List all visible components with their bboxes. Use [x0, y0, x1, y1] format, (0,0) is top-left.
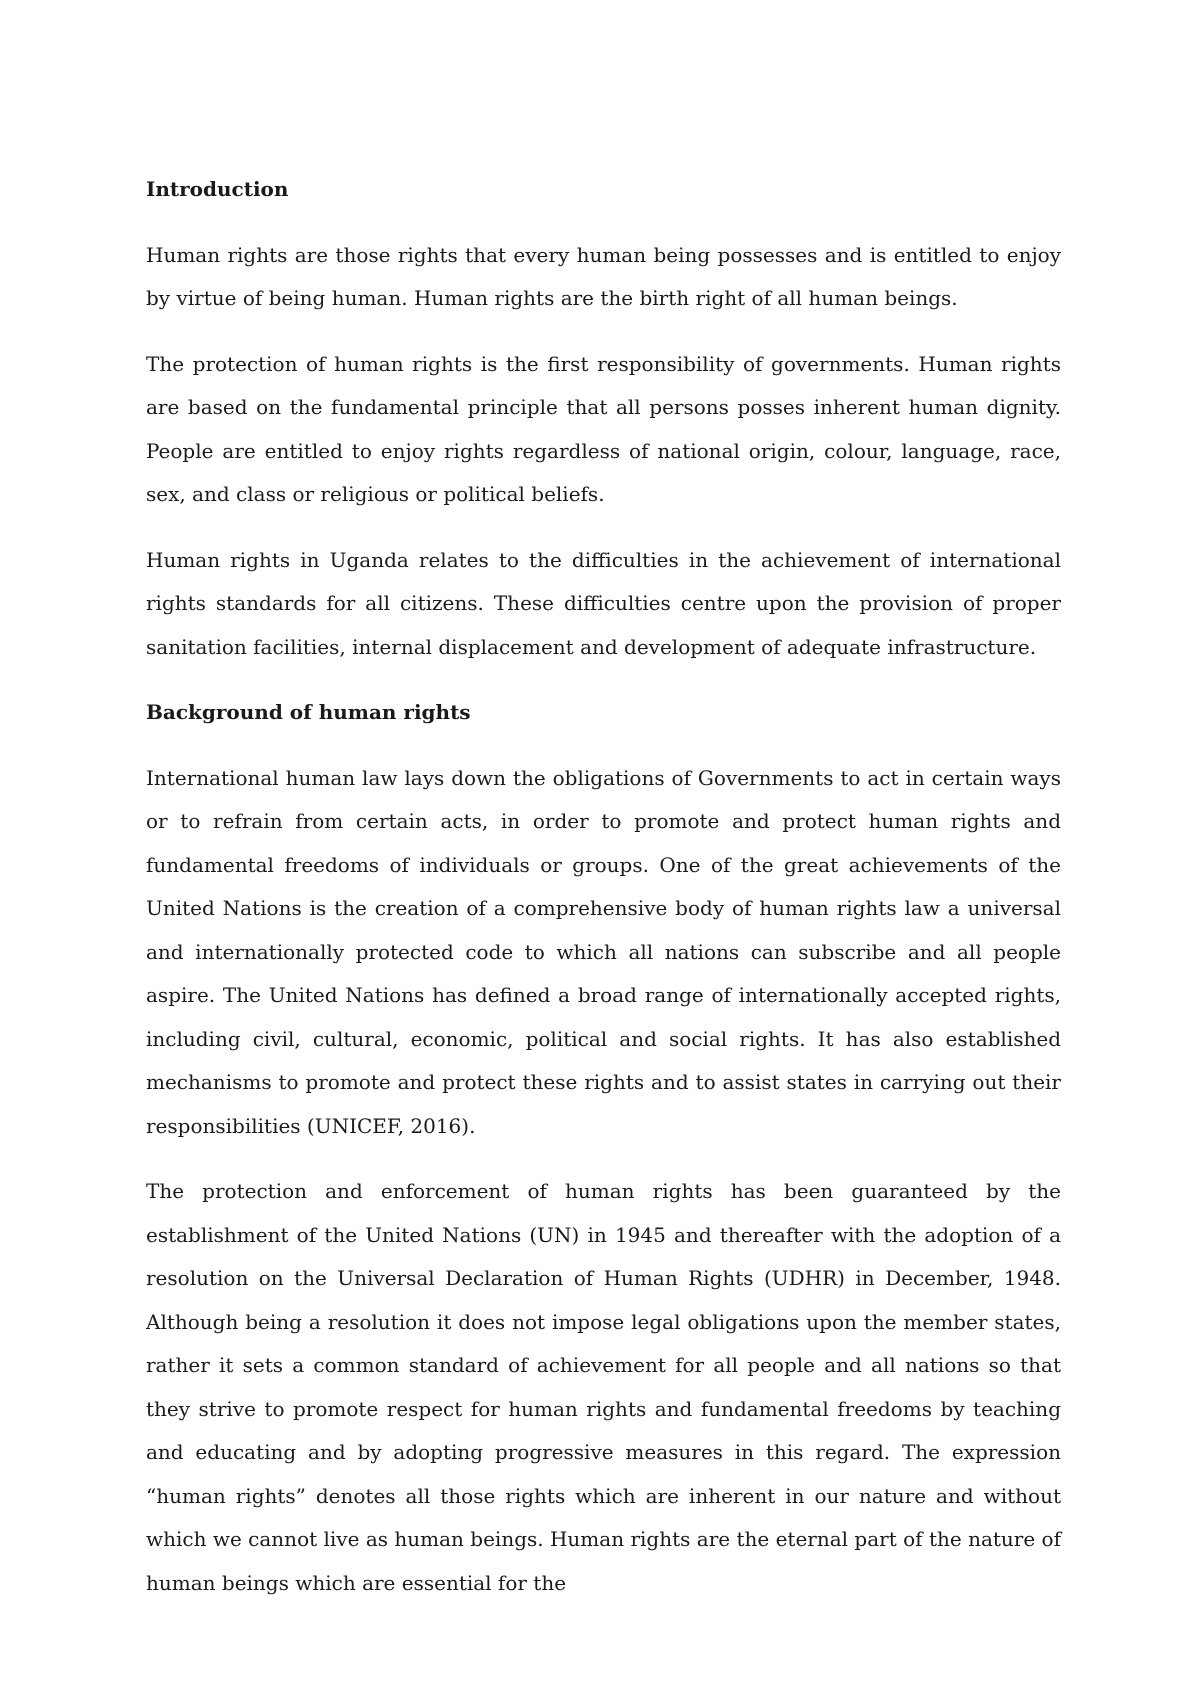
section-heading-introduction: Introduction	[146, 177, 289, 201]
intro-paragraph-1: Human rights are those rights that every human being possesses and is entitled to enjoy by virtue of being human. Human rights are the birth right of all human beings.	[146, 242, 1061, 310]
intro-paragraph-2: The protection of human rights is the first responsibility of governments. Human rights are based on the fundamental principle that all persons posses inherent human dignity. People are entitled to enjoy rights regardless of national origin, colour, language, race, sex, and class or religious or political beliefs.	[146, 351, 1061, 506]
section-heading-background: Background of human rights	[146, 700, 471, 724]
background-paragraph-2: The protection and enforcement of human rights has been guaranteed by the establishment of the United Nations (UN) in 1945 and thereafter with the adoption of a resolution on the Universal Declaration of Human Rights (UDHR) in December, 1948. Although being a resolution it does not impose legal obligations upon the member states, rather it sets a common standard of achievement for all people and all nations so that they strive to promote respect for human rights and fundamental freedoms by teaching and educating and by adopting progressive measures in this regard. The expression “human rights” denotes all those rights which are inherent in our nature and without which we cannot live as human beings. Human rights are the eternal part of the nature of human beings which are essential for the	[146, 1179, 1061, 1595]
background-paragraph-1: International human law lays down the obligations of Governments to act in certain ways or to refrain from certain acts, in order to promote and protect human rights and fundamental freedoms of individuals or groups. One of the great achievements of the United Nations is the creation of a comprehensive body of human rights law a universal and internationally protected code to which all nations can subscribe and all people aspire. The United Nations has defined a broad range of internationally accepted rights, including civil, cultural, economic, political and social rights. It has also established mechanisms to promote and protect these rights and to assist states in carrying out their responsibilities (UNICEF, 2016).	[146, 765, 1061, 1138]
intro-paragraph-3: Human rights in Uganda relates to the difficulties in the achievement of international rights standards for all citizens. These difficulties centre upon the provision of proper sanitation facilities, internal displacement and development of adequate infrastructure.	[146, 547, 1061, 659]
document-body	[146, 168, 1061, 1605]
